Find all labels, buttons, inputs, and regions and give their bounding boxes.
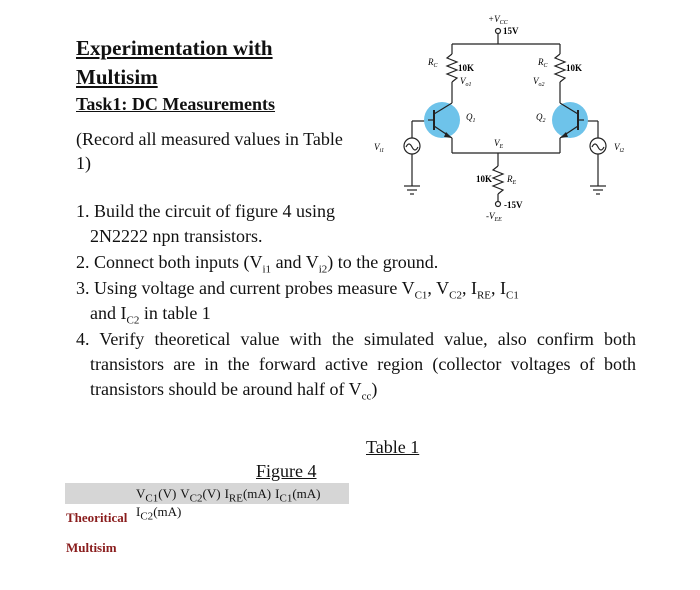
transistor-q2-icon xyxy=(552,102,588,138)
column-header: $I_{C2}(mA)$ xyxy=(136,504,182,523)
vi2-label: $V_{i2}$ xyxy=(614,142,625,154)
vcc-value: 15V xyxy=(503,26,519,36)
column-header: $V_{C2}(V)$ xyxy=(180,486,221,505)
q1-label: $Q_1$ xyxy=(466,112,476,124)
title-line-2: Multisim xyxy=(76,65,158,89)
re-value: 10K xyxy=(476,174,493,184)
re-label: $R_E$ xyxy=(507,174,517,186)
column-header: $I_{RE}(mA)$ xyxy=(224,486,272,505)
list-item: 4. Verify theoretical value with the simulated value, also confirm both transistors are in the forward active region (collector voltages of both transistors should be around half of $V_{cc}$) xyxy=(76,329,636,403)
table-label: Table 1 xyxy=(366,437,420,457)
vee-value: -15V xyxy=(504,200,523,210)
list-item: 2. Connect both inputs ($V_{i1}$ and $V_{i2}$) to the ground. xyxy=(76,252,439,276)
column-header: $I_{C1}(mA)$ xyxy=(275,486,321,505)
table-row-label-multisim: Multisim xyxy=(66,540,117,555)
vcc-label: $+V_{CC}$ xyxy=(488,14,508,26)
record-note-line-2: 1) xyxy=(76,153,91,173)
circuit-diagram xyxy=(370,8,660,223)
vo2-label: $V_{o2}$ xyxy=(533,76,545,88)
steps-list xyxy=(76,199,636,402)
vo1-label: $V_{o1}$ xyxy=(460,76,472,88)
task-heading: Task1: DC Measurements xyxy=(76,94,276,114)
rc-left-value: 10K xyxy=(458,63,475,73)
list-item: 1. Build the circuit of figure 4 using 2N2222 npn transistors. xyxy=(76,201,335,246)
vi1-label: $V_{i1}$ xyxy=(374,142,385,154)
rc-right-value: 10K xyxy=(566,63,583,73)
column-header: $V_{C1}(V)$ xyxy=(136,486,177,505)
title-line-1: Experimentation with xyxy=(76,36,273,60)
vee-label: $-V_{EE}$ xyxy=(486,211,502,223)
rc-left-label: $R_C$ xyxy=(428,57,438,69)
ve-label: $V_E$ xyxy=(494,138,504,150)
list-item: 3. Using voltage and current probes measure $V_{C1}$, $V_{C2}$, $I_{RE}$, $I_{C1}$ and $I_{C2}$ in table 1 xyxy=(76,278,519,327)
rc-right-label: $R_C$ xyxy=(538,57,548,69)
figure-label: Figure 4 xyxy=(256,461,317,481)
table-row-label-theoritical: Theoritical xyxy=(66,510,128,525)
record-note-line-1: (Record all measured values in Table xyxy=(76,129,343,149)
q2-label: $Q_2$ xyxy=(536,112,546,124)
transistor-q1-icon xyxy=(424,102,460,138)
table-header-cells xyxy=(136,485,349,521)
